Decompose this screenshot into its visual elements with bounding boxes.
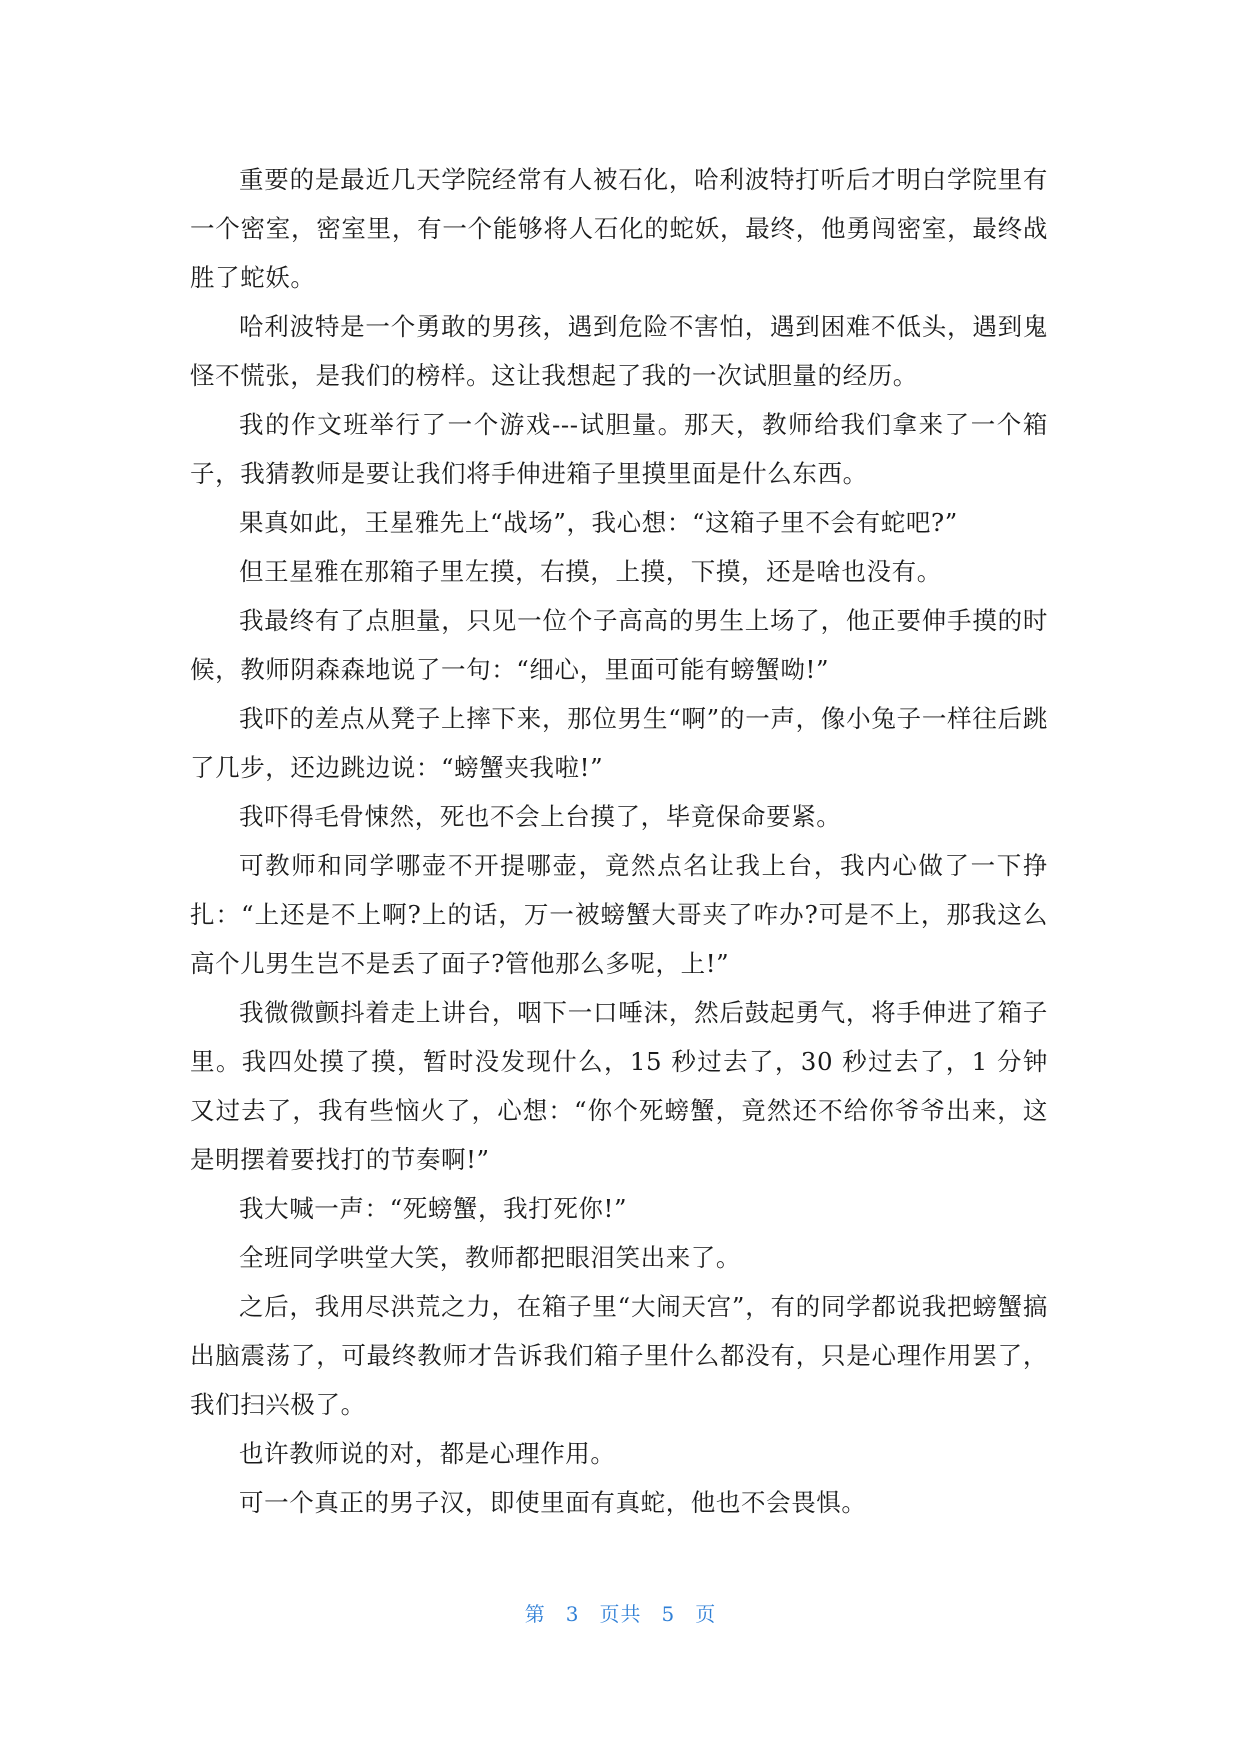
body-text bbox=[190, 155, 1048, 1527]
paragraph-10: 我微微颤抖着走上讲台，咽下一口唾沫，然后鼓起勇气，将手伸进了箱子里。我四处摸了摸，暂时没发现什么，15 秒过去了，30 秒过去了，1 分钟又过去了，我有些恼火了，心想：“你个死螃蟹，竟然还不给你爷爷出来，这是明摆着要找打的节奏啊!” bbox=[190, 998, 1048, 1174]
paragraph-4: 果真如此，王星雅先上“战场”，我心想：“这箱子里不会有蛇吧?” bbox=[239, 508, 958, 537]
footer-suffix: 页 bbox=[695, 1602, 717, 1626]
page-footer bbox=[0, 1598, 1241, 1627]
paragraph-12: 全班同学哄堂大笑，教师都把眼泪笑出来了。 bbox=[239, 1243, 741, 1272]
footer-prefix: 第 bbox=[524, 1602, 546, 1626]
paragraph-11: 我大喊一声：“死螃蟹，我打死你!” bbox=[239, 1194, 628, 1223]
paragraph-3: 我的作文班举行了一个游戏---试胆量。那天，教师给我们拿来了一个箱子，我猜教师是要让我们将手伸进箱子里摸里面是什么东西。 bbox=[190, 410, 1048, 488]
footer-total-pages: 5 bbox=[661, 1602, 676, 1626]
paragraph-14: 也许教师说的对，都是心理作用。 bbox=[239, 1439, 616, 1468]
paragraph-5: 但王星雅在那箱子里左摸，右摸，上摸，下摸，还是啥也没有。 bbox=[239, 557, 942, 586]
footer-middle: 页共 bbox=[599, 1602, 642, 1626]
paragraph-6: 我最终有了点胆量，只见一位个子高高的男生上场了，他正要伸手摸的时候，教师阴森森地说了一句：“细心，里面可能有螃蟹呦!” bbox=[190, 606, 1048, 684]
paragraph-1: 重要的是最近几天学院经常有人被石化，哈利波特打听后才明白学院里有一个密室，密室里，有一个能够将人石化的蛇妖，最终，他勇闯密室，最终战胜了蛇妖。 bbox=[190, 165, 1048, 292]
paragraph-13: 之后，我用尽洪荒之力，在箱子里“大闹天宫”，有的同学都说我把螃蟹搞出脑震荡了，可最终教师才告诉我们箱子里什么都没有，只是心理作用罢了，我们扫兴极了。 bbox=[190, 1292, 1048, 1419]
paragraph-2: 哈利波特是一个勇敢的男孩，遇到危险不害怕，遇到困难不低头，遇到鬼怪不慌张，是我们的榜样。这让我想起了我的一次试胆量的经历。 bbox=[190, 312, 1048, 390]
paragraph-15: 可一个真正的男子汉，即使里面有真蛇，他也不会畏惧。 bbox=[239, 1488, 867, 1517]
paragraph-9: 可教师和同学哪壶不开提哪壶，竟然点名让我上台，我内心做了一下挣扎：“上还是不上啊?上的话，万一被螃蟹大哥夹了咋办?可是不上，那我这么高个儿男生岂不是丢了面子?管他那么多呢，上!” bbox=[190, 851, 1048, 978]
paragraph-8: 我吓得毛骨悚然，死也不会上台摸了，毕竟保命要紧。 bbox=[239, 802, 842, 831]
footer-current-page: 3 bbox=[565, 1602, 580, 1626]
paragraph-7: 我吓的差点从凳子上摔下来，那位男生“啊”的一声，像小兔子一样往后跳了几步，还边跳边说：“螃蟹夹我啦!” bbox=[190, 704, 1048, 782]
